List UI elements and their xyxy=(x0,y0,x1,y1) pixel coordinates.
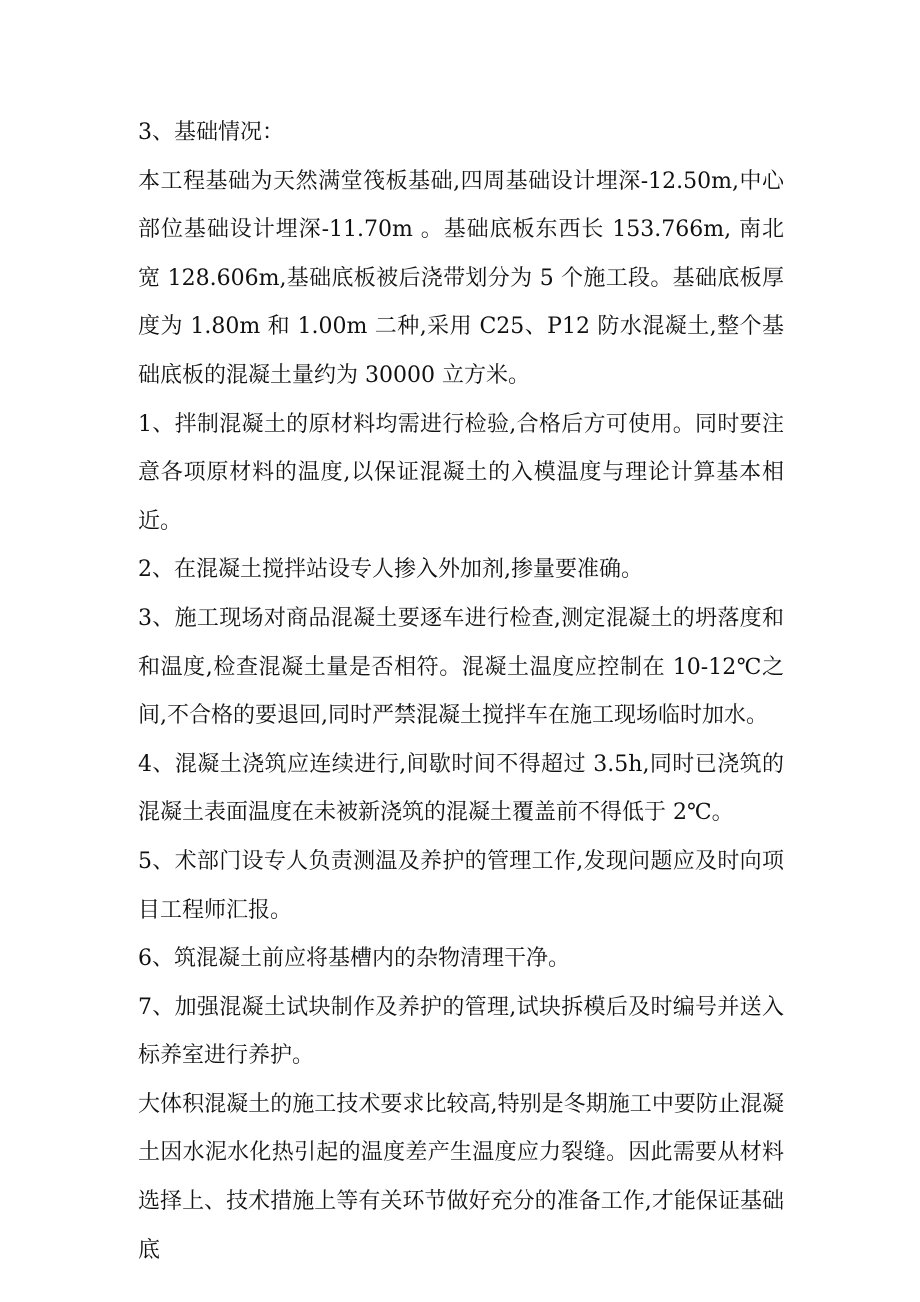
list-item-5: 5、术部门设专人负责测温及养护的管理工作,发现问题应及时向项目工程师汇报。 xyxy=(138,848,784,923)
list-item-7: 7、加强混凝土试块制作及养护的管理,试块拆模后及时编号并送入标养室进行养护。 xyxy=(138,994,784,1069)
section-heading: 3、基础情况： xyxy=(138,120,284,145)
closing-paragraph: 大体积混凝土的施工技术要求比较高,特别是冬期施工中要防止混凝土因水泥水化热引起的温度差产生温度应力裂缝。因此需要从材料选择上、技术措施上等有关环节做好充分的准备工作,才能保证基础底 xyxy=(138,1091,784,1263)
list-item-4: 4、混凝土浇筑应连续进行,间歇时间不得超过 3.5h,同时已浇筑的混凝土表面温度在未被新浇筑的混凝土覆盖前不得低于 2℃。 xyxy=(138,751,784,826)
list-item-2: 2、在混凝土搅拌站设专人掺入外加剂,掺量要准确。 xyxy=(138,557,643,583)
list-item-6: 6、筑混凝土前应将基槽内的杂物清理干净。 xyxy=(138,946,570,972)
document-body xyxy=(138,109,784,1275)
list-item-1: 1、拌制混凝土的原材料均需进行检验,合格后方可使用。同时要注意各项原材料的温度,以保证混凝土的入模温度与理论计算基本相近。 xyxy=(138,411,784,534)
list-item-3: 3、施工现场对商品混凝土要逐车进行检查,测定混凝土的坍落度和和温度,检查混凝土量是否相符。混凝土温度应控制在 10-12℃之间,不合格的要退回,同时严禁混凝土搅拌车在施工现场临时加水。 xyxy=(138,605,784,729)
foundation-description-paragraph: 本工程基础为天然满堂筏板基础,四周基础设计埋深-12.50m,中心部位基础设计埋深-11.70m 。基础底板东西长 153.766m, 南北宽 128.606m,基础底板被后浇带划分为 5 个施工段。基础底板厚度为 1.80m 和 1.00m 二种,采用 C25、P12 防水混凝土,整个基础底板的混凝土量约为 30000 立方米。 xyxy=(138,168,784,388)
